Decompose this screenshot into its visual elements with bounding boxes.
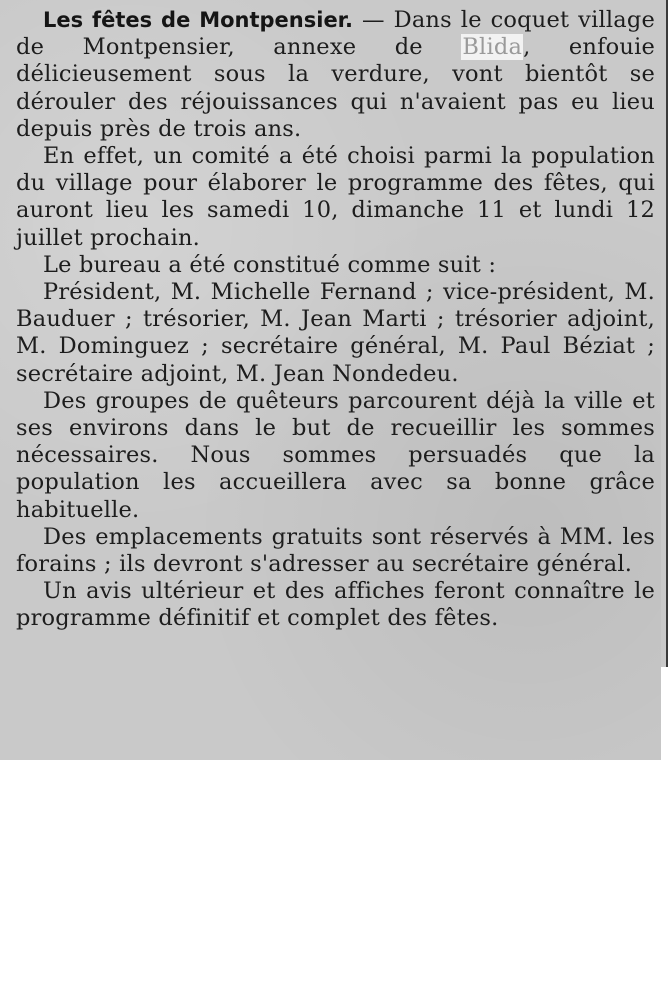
paragraph-1-tail: , enfouie délicieusement sous la verdure, vont bientôt se dérouler des réjouissances qui n'avaient pas eu lieu depuis près de trois ans. [16,34,655,142]
article-paragraph-1 [16,7,655,143]
paragraph-1-lead: — Dans le coquet village de Montpensier, annexe de [16,7,655,61]
article-paragraph-3: Le bureau a été constitué comme suit : [43,251,497,278]
article-headline: Les fêtes de Montpensier. [43,8,354,32]
article-paragraph-7: Un avis ultérieur et des affiches feront connaître le programme définitif et complet des fêtes. [16,578,655,632]
article-paragraph-4: Président, M. Michelle Fernand ; vice-président, M. Bauduer ; trésorier, M. Jean Marti ; trésorier adjoint, M. Dominguez ; secrétaire général, M. Paul Béziat ; secrétaire adjoint, M. Jean Nondedeu. [16,279,655,387]
highlighted-word: Blida [462,34,523,61]
article-paragraph-6: Des emplacements gratuits sont réservés à MM. les forains ; ils devront s'adresser au secrétaire général. [16,523,655,578]
article-paragraph-2: En effet, un comité a été choisi parmi la population du village pour élaborer le programme des fêtes, qui auront lieu les samedi 10, dimanche 11 et lundi 12 juillet prochain. [16,143,655,251]
article [16,7,655,633]
article-paragraph-5: Des groupes de quêteurs parcourent déjà la ville et ses environs dans le but de recueillir les sommes nécessaires. Nous sommes persuadés que la population les accueillera avec sa bonne grâce habituelle. [16,387,655,523]
